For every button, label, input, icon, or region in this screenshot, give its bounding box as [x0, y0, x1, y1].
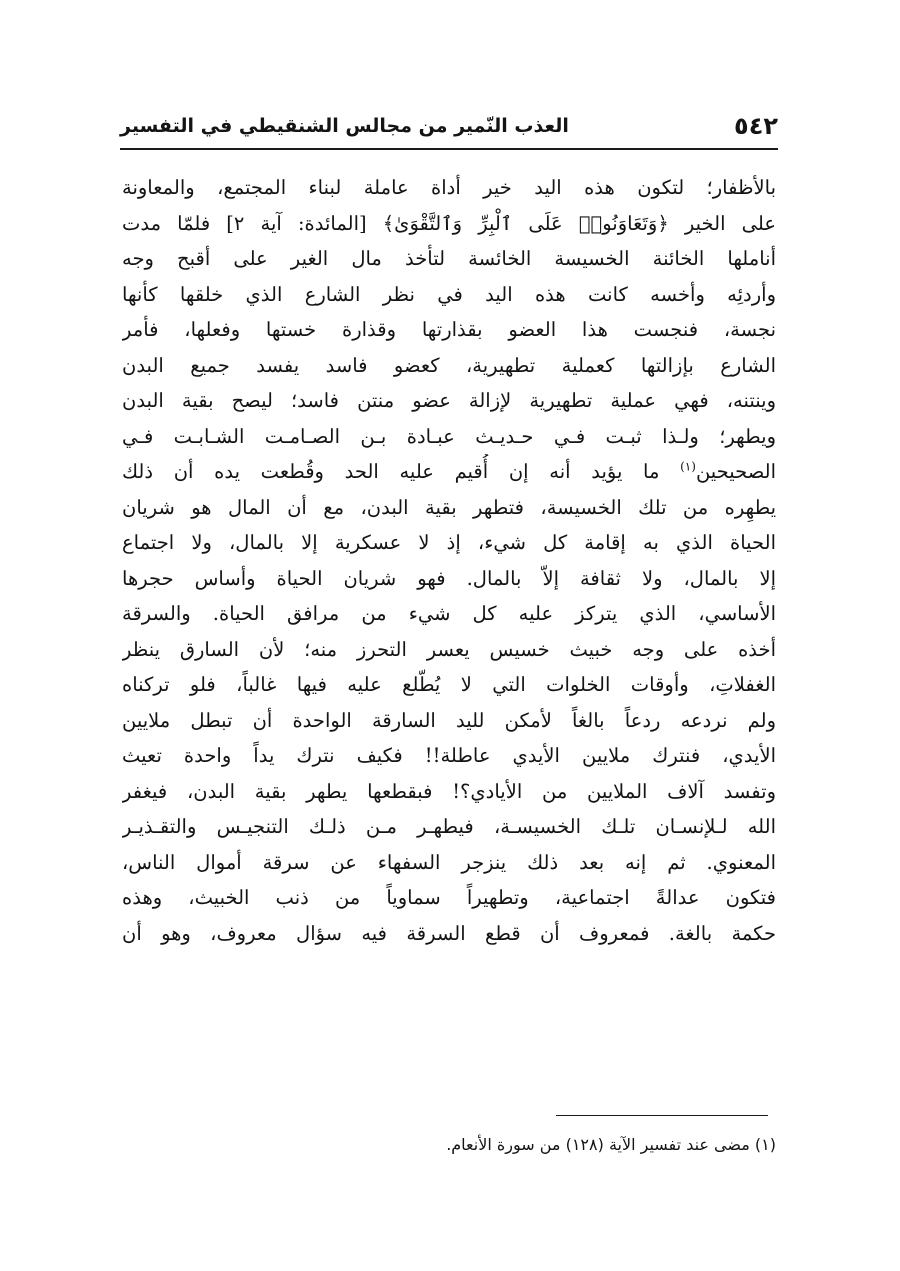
- page-header: [120, 108, 778, 144]
- text-segment: الصحيحين: [695, 460, 776, 483]
- text-line: الأساسي، الذي يتركز عليه كل شيء من مرافق الحياة. والسرقة: [122, 602, 776, 625]
- text-line: حكمة بالغة. فمعروف أن قطع السرقة فيه سؤال معروف، وهو أن: [122, 921, 776, 945]
- text-line: وأردئِه وأخسه كانت هذه اليد في نظر الشارع الذي خلقها كأنها: [122, 282, 776, 306]
- text-line: يطهِره من تلك الخسيسة، فتطهر بقية البدن، مع أن المال هو شريان: [122, 495, 776, 519]
- text-line: أناملها الخائنة الخسيسة الخائسة لتأخذ مال الغير على أقبح وجه: [122, 247, 776, 270]
- header-rule: [120, 148, 778, 150]
- running-title: العذب النّمير من مجالس الشنقيطي في التفسير: [120, 115, 569, 137]
- body-text: [122, 170, 776, 951]
- text-line: الأيدي، فنترك ملايين الأيدي عاطلة!! فكيف نترك يداً واحدة تعيث: [122, 744, 776, 767]
- text-segment: ما يؤيد أنه إن أُقيم عليه الحد وقُطعت يده أن ذلك: [122, 460, 660, 483]
- text-line: نجسة، فنجست هذا العضو بقذارتها وقذارة خستها وفعلها، فأمر: [122, 318, 776, 341]
- text-line: إلا بالمال، ولا ثقافة إلاّ بالمال. فهو شريان الحياة وأساس حجرها: [122, 566, 776, 590]
- text-line: الغفلاتِ، وأوقات الخلوات التي لا يُطّلع عليه فيها غالباً، فلو تركناه: [122, 673, 776, 696]
- text-line: ويطهر؛ ولـذا ثبـت فـي حـديـث عبـادة بـن الصـامـت الشـابـت فـي: [122, 424, 776, 448]
- text-line: الله لـلإنسـان تلـك الخسيسـة، فيطهـر مـن ذلـك التنجيـس والتقـذيـر: [122, 815, 776, 838]
- text-line: وتفسد آلاف الملايين من الأيادي؟! فبقطعها يطهر بقية البدن، فيغفر: [122, 779, 776, 803]
- text-line: الحياة الذي به إقامة كل شيء، إذ لا عسكرية إلا بالمال، ولا اجتماع: [122, 531, 776, 554]
- page-number: ٥٤٢: [734, 112, 778, 140]
- footnote-reference: (١): [680, 459, 696, 474]
- footnote-rule: [556, 1115, 768, 1116]
- text-line: وينتنه، فهي عملية تطهيرية لإزالة عضو منتن فاسد؛ ليصح بقية البدن: [122, 389, 776, 412]
- text-line: الشارع بإزالتها كعملية تطهيرية، كعضو فاسد يفسد جميع البدن: [122, 353, 776, 377]
- text-line-with-footnote: [122, 454, 776, 490]
- text-line: المعنوي. ثم إنه بعد ذلك ينزجر السفهاء عن سرقة أموال الناس،: [122, 850, 776, 874]
- text-line: أخذه على وجه خبيث خسيس يعسر التحرز منه؛ لأن السارق ينظر: [122, 637, 776, 661]
- footnote: (١) مضى عند تفسير الآية (١٢٨) من سورة الأنعام.: [446, 1135, 776, 1154]
- text-line: ولم نردعه ردعاً بالغاً لأمكن لليد السارقة الواحدة أن تبطل ملايين: [122, 708, 776, 732]
- text-line: بالأظفار؛ لتكون هذه اليد خير أداة عاملة لبناء المجتمع، والمعاونة: [122, 176, 776, 199]
- text-line: فتكون عدالةً اجتماعية، وتطهيراً سماوياً من ذنب الخبيث، وهذه: [122, 886, 776, 909]
- text-line: على الخير ﴿وَتَعَاوَنُوا۟ عَلَى ٱلْبِرِّ وَٱلتَّقْوَىٰ﴾ [المائدة: آية ٢] فلمّا مدت: [122, 211, 776, 235]
